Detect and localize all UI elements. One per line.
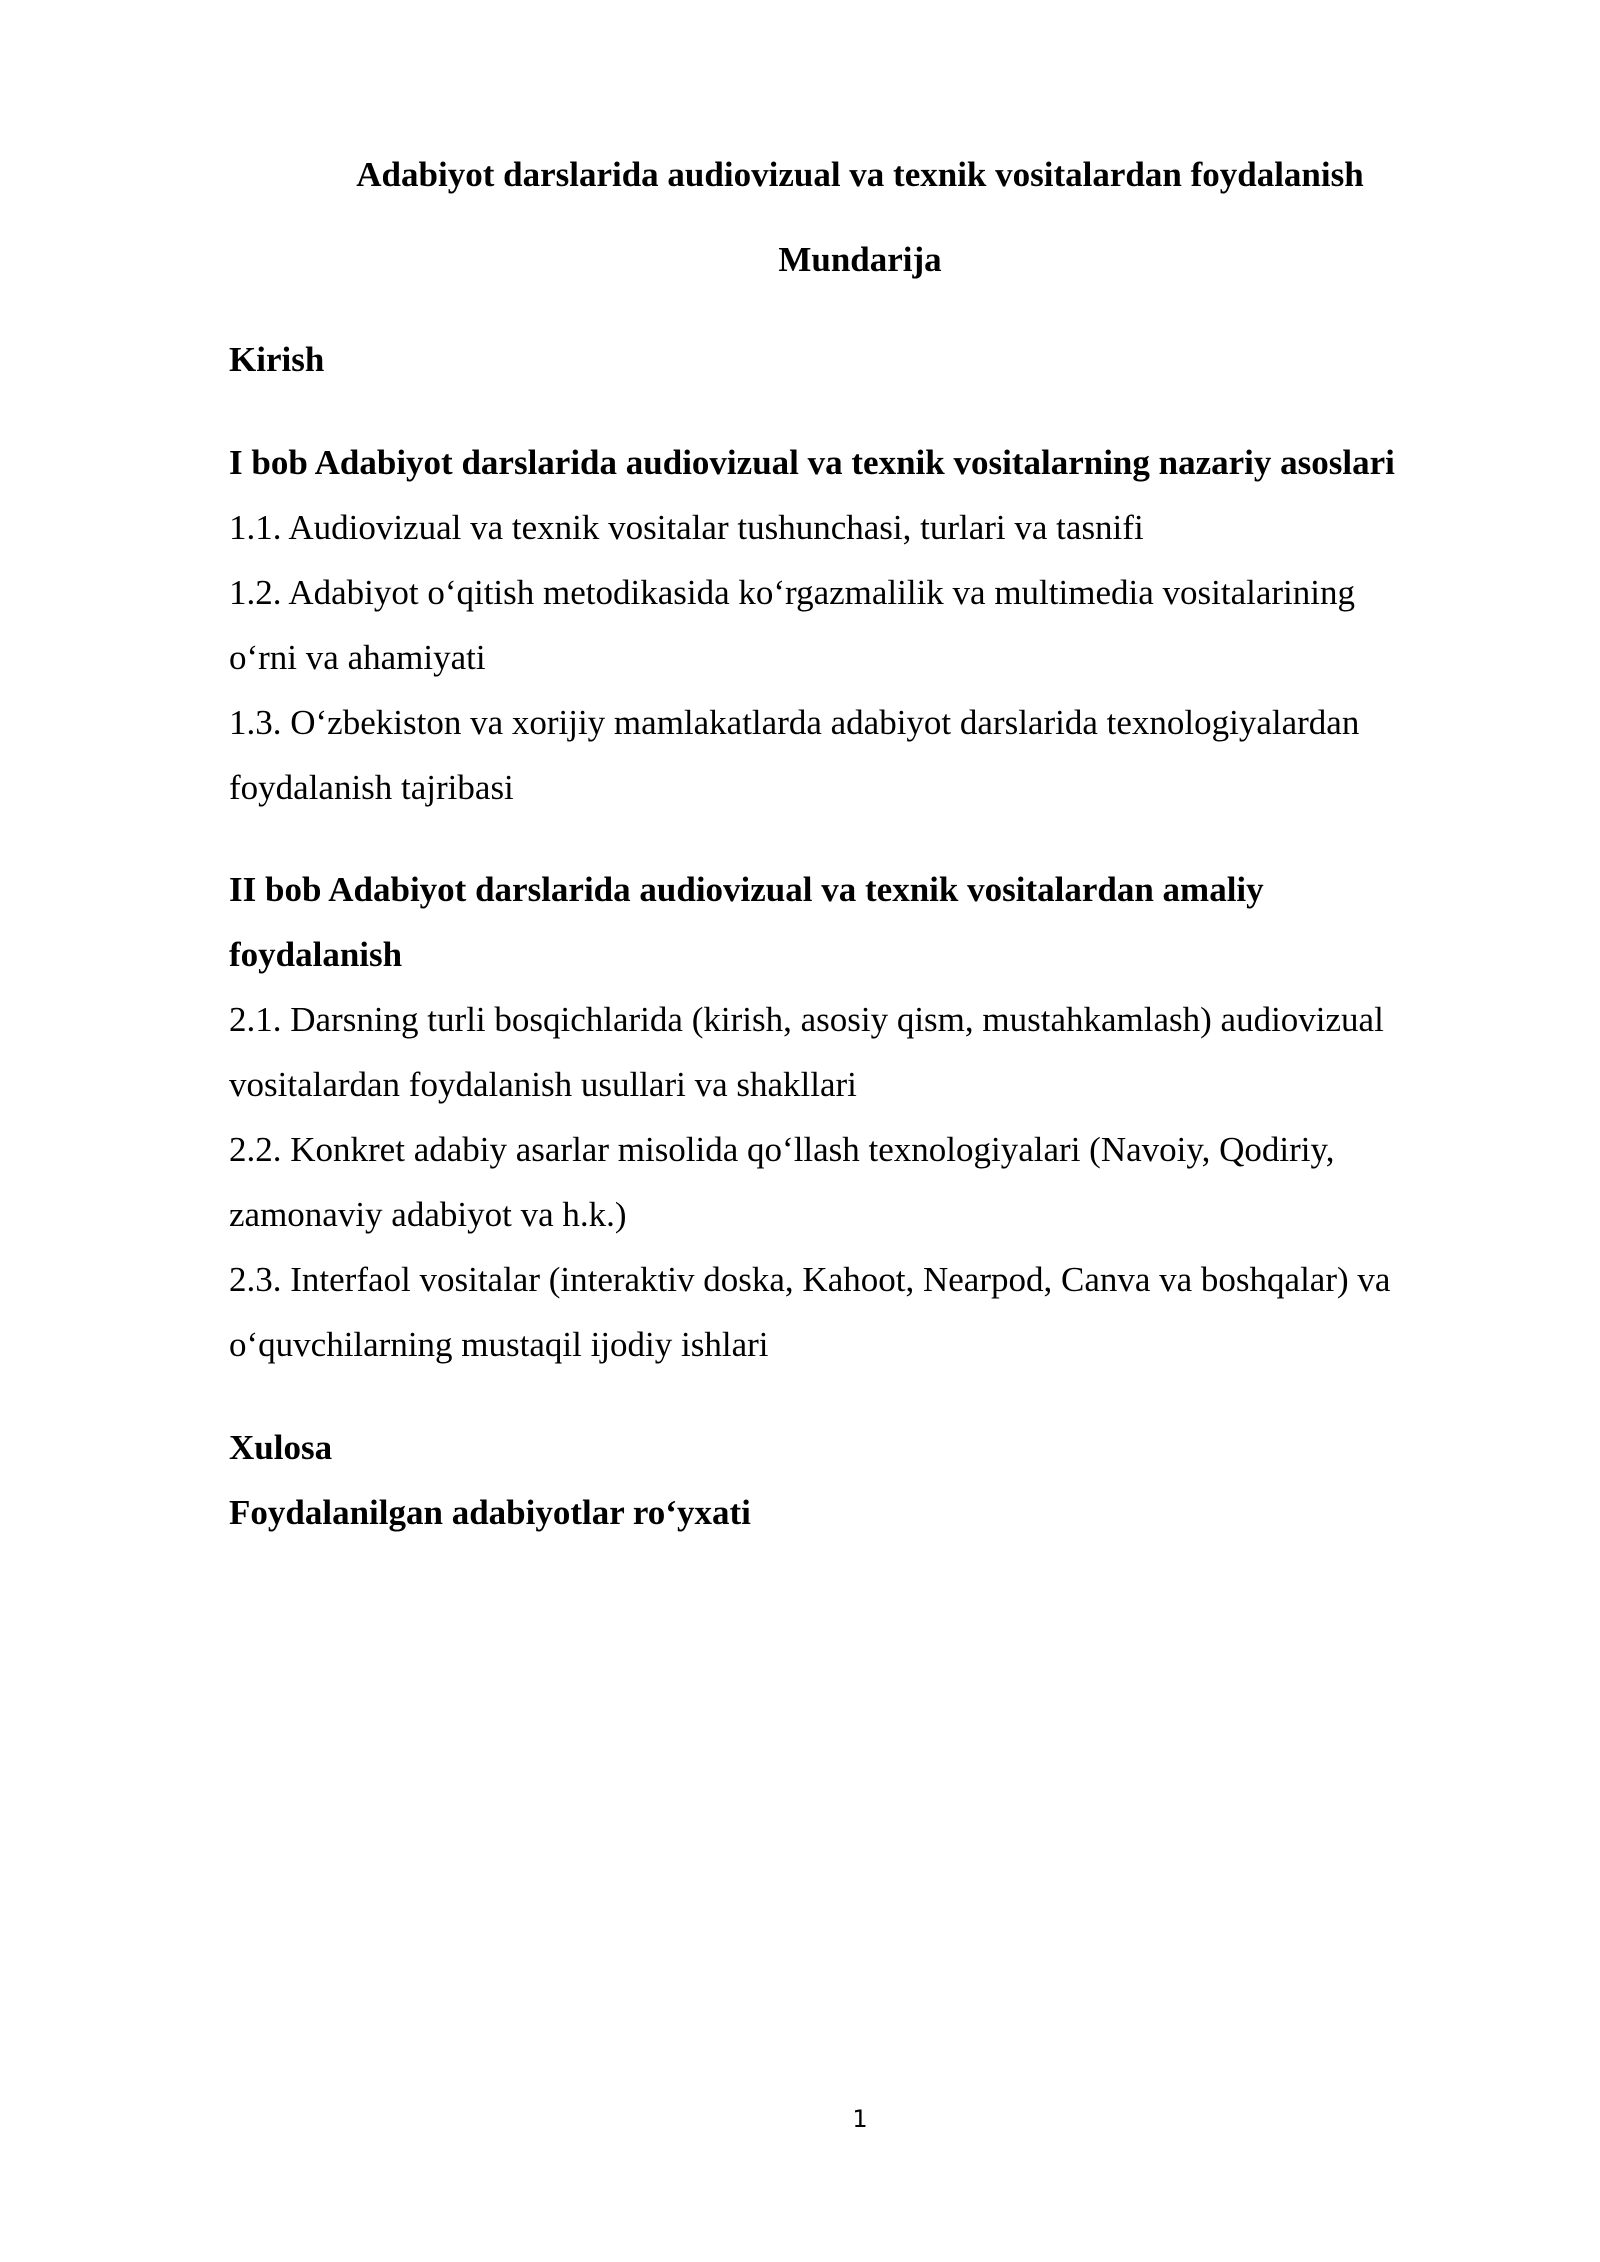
toc-section-2-3-line1: 2.3. Interfaol vositalar (interaktiv doska, Kahoot, Nearpod, Canva va boshqalar) va [229,1260,1391,1299]
toc-chapter-2-title-line1: II bob Adabiyot darslarida audiovizual va texnik vositalardan amaliy [229,870,1264,909]
toc-section-1-3-line2: foydalanish tajribasi [229,768,514,807]
toc-section-2-1-line1: 2.1. Darsning turli bosqichlarida (kirish, asosiy qism, mustahkamlash) audiovizual [229,1000,1384,1039]
page-number: 1 [852,2105,868,2133]
document-title: Adabiyot darslarida audiovizual va texnik vositalardan foydalanish [356,155,1364,194]
toc-entry-references: Foydalanilgan adabiyotlar ro‘yxati [229,1493,751,1532]
toc-section-2-2-line2: zamonaviy adabiyot va h.k.) [229,1195,627,1234]
toc-section-1-1: 1.1. Audiovizual va texnik vositalar tushunchasi, turlari va tasnifi [229,508,1144,547]
toc-section-1-2-line1: 1.2. Adabiyot o‘qitish metodikasida ko‘rgazmalilik va multimedia vositalarining [229,573,1355,612]
toc-section-2-2-line1: 2.2. Konkret adabiy asarlar misolida qo‘llash texnologiyalari (Navoiy, Qodiriy, [229,1130,1335,1169]
toc-chapter-2-title-line2: foydalanish [229,935,403,974]
toc-heading: Mundarija [778,240,942,279]
toc-section-1-2-line2: o‘rni va ahamiyati [229,638,486,677]
toc-entry-introduction: Kirish [229,340,325,379]
toc-entry-conclusion: Xulosa [229,1428,333,1467]
toc-chapter-1-title: I bob Adabiyot darslarida audiovizual va texnik vositalarning nazariy asoslari [229,443,1395,482]
toc-section-2-1-line2: vositalardan foydalanish usullari va shakllari [229,1065,857,1104]
toc-section-1-3-line1: 1.3. O‘zbekiston va xorijiy mamlakatlarda adabiyot darslarida texnologiyalardan [229,703,1360,742]
toc-section-2-3-line2: o‘quvchilarning mustaqil ijodiy ishlari [229,1325,769,1364]
